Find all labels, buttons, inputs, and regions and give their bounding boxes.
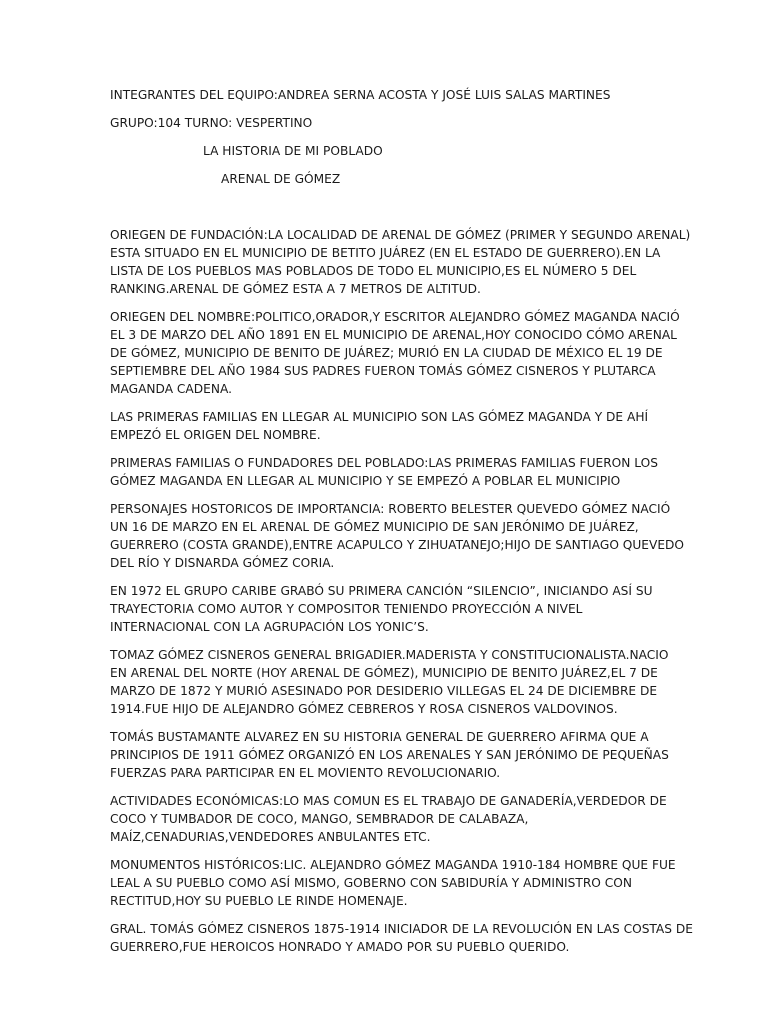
text-line: MARZO DE 1872 Y MURIÓ ASESINADO POR DESIDERIO VILLEGAS EL 24 DE DICIEMBRE DE [110, 684, 658, 698]
text-line: FUERZAS PARA PARTICIPAR EN EL MOVIENTO REVOLUCIONARIO. [110, 766, 501, 780]
text-line: GUERRERO (COSTA GRANDE),ENTRE ACAPULCO Y ZIHUATANEJO;HIJO DE SANTIAGO QUEVEDO [110, 538, 685, 552]
text-line: RECTITUD,HOY SU PUEBLO LE RINDE HOMENAJE. [110, 894, 408, 908]
text-line: COCO Y TUMBADOR DE COCO, MANGO, SEMBRADOR DE CALABAZA, [110, 812, 529, 826]
text-line: RANKING.ARENAL DE GÓMEZ ESTA A 7 METROS DE ALTITUD. [110, 282, 481, 296]
text-line: ACTIVIDADES ECONÓMICAS:LO MAS COMUN ES EL TRABAJO DE GANADERÍA,VERDEDOR DE [110, 794, 667, 808]
text-line: 1914.FUE HIJO DE ALEJANDRO GÓMEZ CEBREROS Y ROSA CISNEROS VALDOVINOS. [110, 702, 618, 716]
text-line: EN ARENAL DEL NORTE (HOY ARENAL DE GÓMEZ), MUNICIPIO DE BENITO JUÁREZ,EL 7 DE [110, 666, 658, 680]
text-line: GÓMEZ MAGANDA EN LLEGAR AL MUNICIPIO Y SE EMPEZÓ A POBLAR EL MUNICIPIO [110, 474, 621, 488]
text-line: TOMÁS BUSTAMANTE ALVAREZ EN SU HISTORIA GENERAL DE GUERRERO AFIRMA QUE A [110, 730, 649, 744]
text-line: PRIMERAS FAMILIAS O FUNDADORES DEL POBLADO:LAS PRIMERAS FAMILIAS FUERON LOS [110, 456, 658, 470]
text-line: GUERRERO,FUE HEROICOS HONRADO Y AMADO POR SU PUEBLO QUERIDO. [110, 940, 570, 954]
text-line: DEL RÍO Y DISNARDA GÓMEZ CORIA. [110, 556, 335, 570]
group-shift-line: GRUPO:104 TURNO: VESPERTINO [110, 116, 313, 130]
text-line: ESTA SITUADO EN EL MUNICIPIO DE BETITO JUÁREZ (EN EL ESTADO DE GUERRERO).EN LA [110, 246, 661, 260]
text-line: PERSONAJES HOSTORICOS DE IMPORTANCIA: ROBERTO BELESTER QUEVEDO GÓMEZ NACIÓ [110, 502, 671, 516]
paragraph-grupo-caribe [110, 582, 662, 636]
text-line: EMPEZÓ EL ORIGEN DEL NOMBRE. [110, 428, 321, 442]
paragraph-founders [110, 454, 662, 490]
text-line: DE GÓMEZ, MUNICIPIO DE BENITO DE JUÁREZ; MURIÓ EN LA CIUDAD DE MÉXICO EL 19 DE [110, 346, 663, 360]
paragraph-foundation-origin [110, 226, 691, 298]
text-line: TRAYECTORIA COMO AUTOR Y COMPOSITOR TENIENDO PROYECCIÓN A NIVEL [110, 602, 583, 616]
document-page [110, 86, 693, 966]
text-line: EN 1972 EL GRUPO CARIBE GRABÓ SU PRIMERA CANCIÓN “SILENCIO”, INICIANDO ASÍ SU [110, 584, 653, 598]
text-line: TOMAZ GÓMEZ CISNEROS GENERAL BRIGADIER.MADERISTA Y CONSTITUCIONALISTA.NACIO [110, 648, 669, 662]
text-line: LAS PRIMERAS FAMILIAS EN LLEGAR AL MUNICIPIO SON LAS GÓMEZ MAGANDA Y DE AHÍ [110, 410, 649, 424]
text-line: PRINCIPIOS DE 1911 GÓMEZ ORGANIZÓ EN LOS ARENALES Y SAN JERÓNIMO DE PEQUEÑAS [110, 748, 669, 762]
paragraph-gral-tomas-gomez [110, 920, 693, 956]
text-line: EL 3 DE MARZO DEL AÑO 1891 EN EL MUNICIPIO DE ARENAL,HOY CONOCIDO CÓMO ARENAL [110, 328, 677, 342]
text-line: ORIEGEN DE FUNDACIÓN:LA LOCALIDAD DE ARENAL DE GÓMEZ (PRIMER Y SEGUNDO ARENAL) [110, 228, 691, 242]
text-line: MAGANDA CADENA. [110, 382, 232, 396]
document-subtitle: ARENAL DE GÓMEZ [221, 172, 341, 186]
text-line: MONUMENTOS HISTÓRICOS:LIC. ALEJANDRO GÓMEZ MAGANDA 1910-184 HOMBRE QUE FUE [110, 858, 676, 872]
text-line: UN 16 DE MARZO EN EL ARENAL DE GÓMEZ MUNICIPIO DE SAN JERÓNIMO DE JUÁREZ, [110, 520, 639, 534]
paragraph-first-families [110, 408, 662, 444]
paragraph-name-origin [110, 308, 680, 398]
text-line: GRAL. TOMÁS GÓMEZ CISNEROS 1875-1914 INICIADOR DE LA REVOLUCIÓN EN LAS COSTAS DE [110, 922, 693, 936]
text-line: MAÍZ,CENADURIAS,VENDEDORES ANBULANTES ETC. [110, 830, 431, 844]
text-line: SEPTIEMBRE DEL AÑO 1984 SUS PADRES FUERON TOMÁS GÓMEZ CISNEROS Y PLUTARCA [110, 364, 656, 378]
text-line: LISTA DE LOS PUEBLOS MAS POBLADOS DE TODO EL MUNICIPIO,ES EL NÚMERO 5 DEL [110, 264, 637, 278]
text-line: INTERNACIONAL CON LA AGRUPACIÓN LOS YONIC’S. [110, 620, 429, 634]
paragraph-historic-figures [110, 500, 685, 572]
team-members-line: INTEGRANTES DEL EQUIPO:ANDREA SERNA ACOSTA Y JOSÉ LUIS SALAS MARTINES [110, 88, 611, 102]
paragraph-monuments [110, 856, 676, 910]
text-line: ORIEGEN DEL NOMBRE:POLITICO,ORADOR,Y ESCRITOR ALEJANDRO GÓMEZ MAGANDA NACIÓ [110, 310, 680, 324]
paragraph-bustamante [110, 728, 669, 782]
text-line: LEAL A SU PUEBLO COMO ASÍ MISMO, GOBERNO CON SABIDURÍA Y ADMINISTRO CON [110, 876, 632, 890]
document-title: LA HISTORIA DE MI POBLADO [203, 144, 383, 158]
paragraph-economic-activities [110, 792, 667, 846]
paragraph-tomaz-gomez [110, 646, 669, 718]
